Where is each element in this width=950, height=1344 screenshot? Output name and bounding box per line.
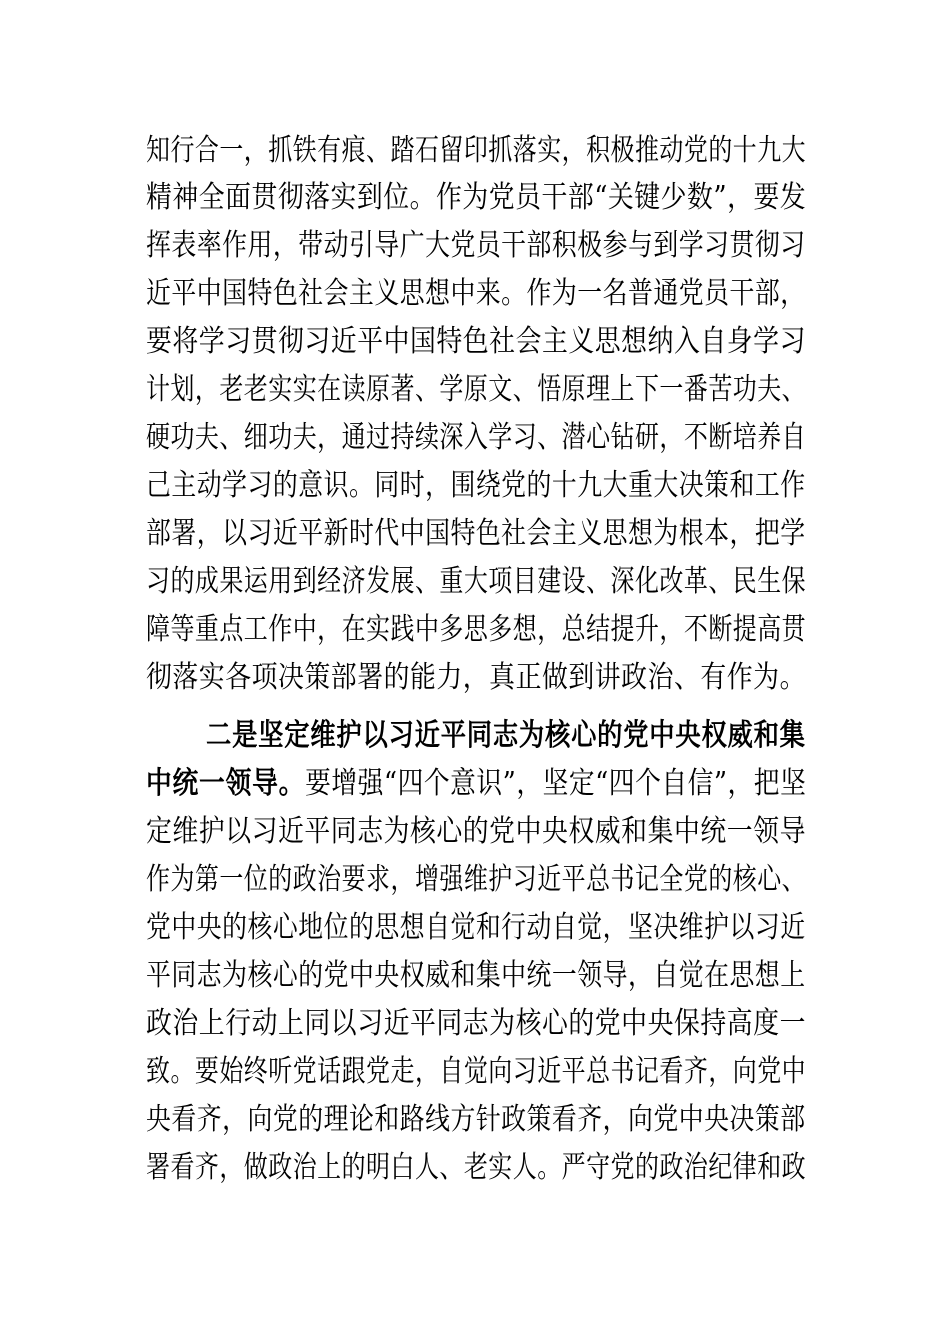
paragraph-line: 党中央的核心地位的思想自觉和行动自觉，坚决维护以习近: [146, 910, 806, 945]
paragraph-text: 要增强“四个意识”，坚定“四个自信”，把坚: [305, 766, 807, 801]
paragraph-line: 作为第一位的政治要求，增强维护习近平总书记全党的核心、: [146, 862, 807, 897]
paragraph-line: 部署，以习近平新时代中国特色社会主义思想为根本，把学: [146, 516, 806, 551]
paragraph-line: 定维护以习近平同志为核心的党中央权威和集中统一领导: [146, 814, 806, 849]
paragraph-line: 精神全面贯彻落实到位。作为党员干部“关键少数”，要发: [146, 180, 807, 215]
paragraph-line: 己主动学习的意识。同时，围绕党的十九大重大决策和工作: [146, 468, 806, 503]
section-heading: 二是坚定维护以习近平同志为核心的党中央权威和集: [206, 718, 806, 753]
paragraph-line: 挥表率作用，带动引导广大党员干部积极参与到学习贯彻习: [146, 228, 806, 263]
paragraph-line: 计划，老老实实在读原著、学原文、悟原理上下一番苦功夫、: [146, 372, 807, 407]
paragraph-line: 彻落实各项决策部署的能力，真正做到讲政治、有作为。: [146, 660, 806, 695]
paragraph-line: 障等重点工作中，在实践中多思多想，总结提升，不断提高贯: [146, 612, 807, 647]
paragraph-line: 平同志为核心的党中央权威和集中统一领导，自觉在思想上: [146, 958, 806, 993]
paragraph-line: 致。要始终听党话跟党走，自觉向习近平总书记看齐，向党中: [146, 1054, 807, 1089]
section-heading-end: 中统一领导。: [146, 766, 306, 801]
paragraph-line: 要将学习贯彻习近平中国特色社会主义思想纳入自身学习: [146, 324, 806, 359]
paragraph-line: [146, 766, 806, 802]
paragraph-line: 知行合一，抓铁有痕、踏石留印抓落实，积极推动党的十九大: [146, 133, 807, 168]
paragraph-line: 近平中国特色社会主义思想中来。作为一名普通党员干部，: [146, 276, 806, 311]
paragraph-line: 硬功夫、细功夫，通过持续深入学习、潜心钻研，不断培养自: [146, 420, 807, 455]
paragraph-line: 署看齐，做政治上的明白人、老实人。严守党的政治纪律和政: [146, 1150, 807, 1185]
paragraph-line: 习的成果运用到经济发展、重大项目建设、深化改革、民生保: [146, 564, 807, 599]
paragraph-line: 政治上行动上同以习近平同志为核心的党中央保持高度一: [146, 1006, 806, 1041]
paragraph-line: 央看齐，向党的理论和路线方针政策看齐，向党中央决策部: [146, 1102, 806, 1137]
